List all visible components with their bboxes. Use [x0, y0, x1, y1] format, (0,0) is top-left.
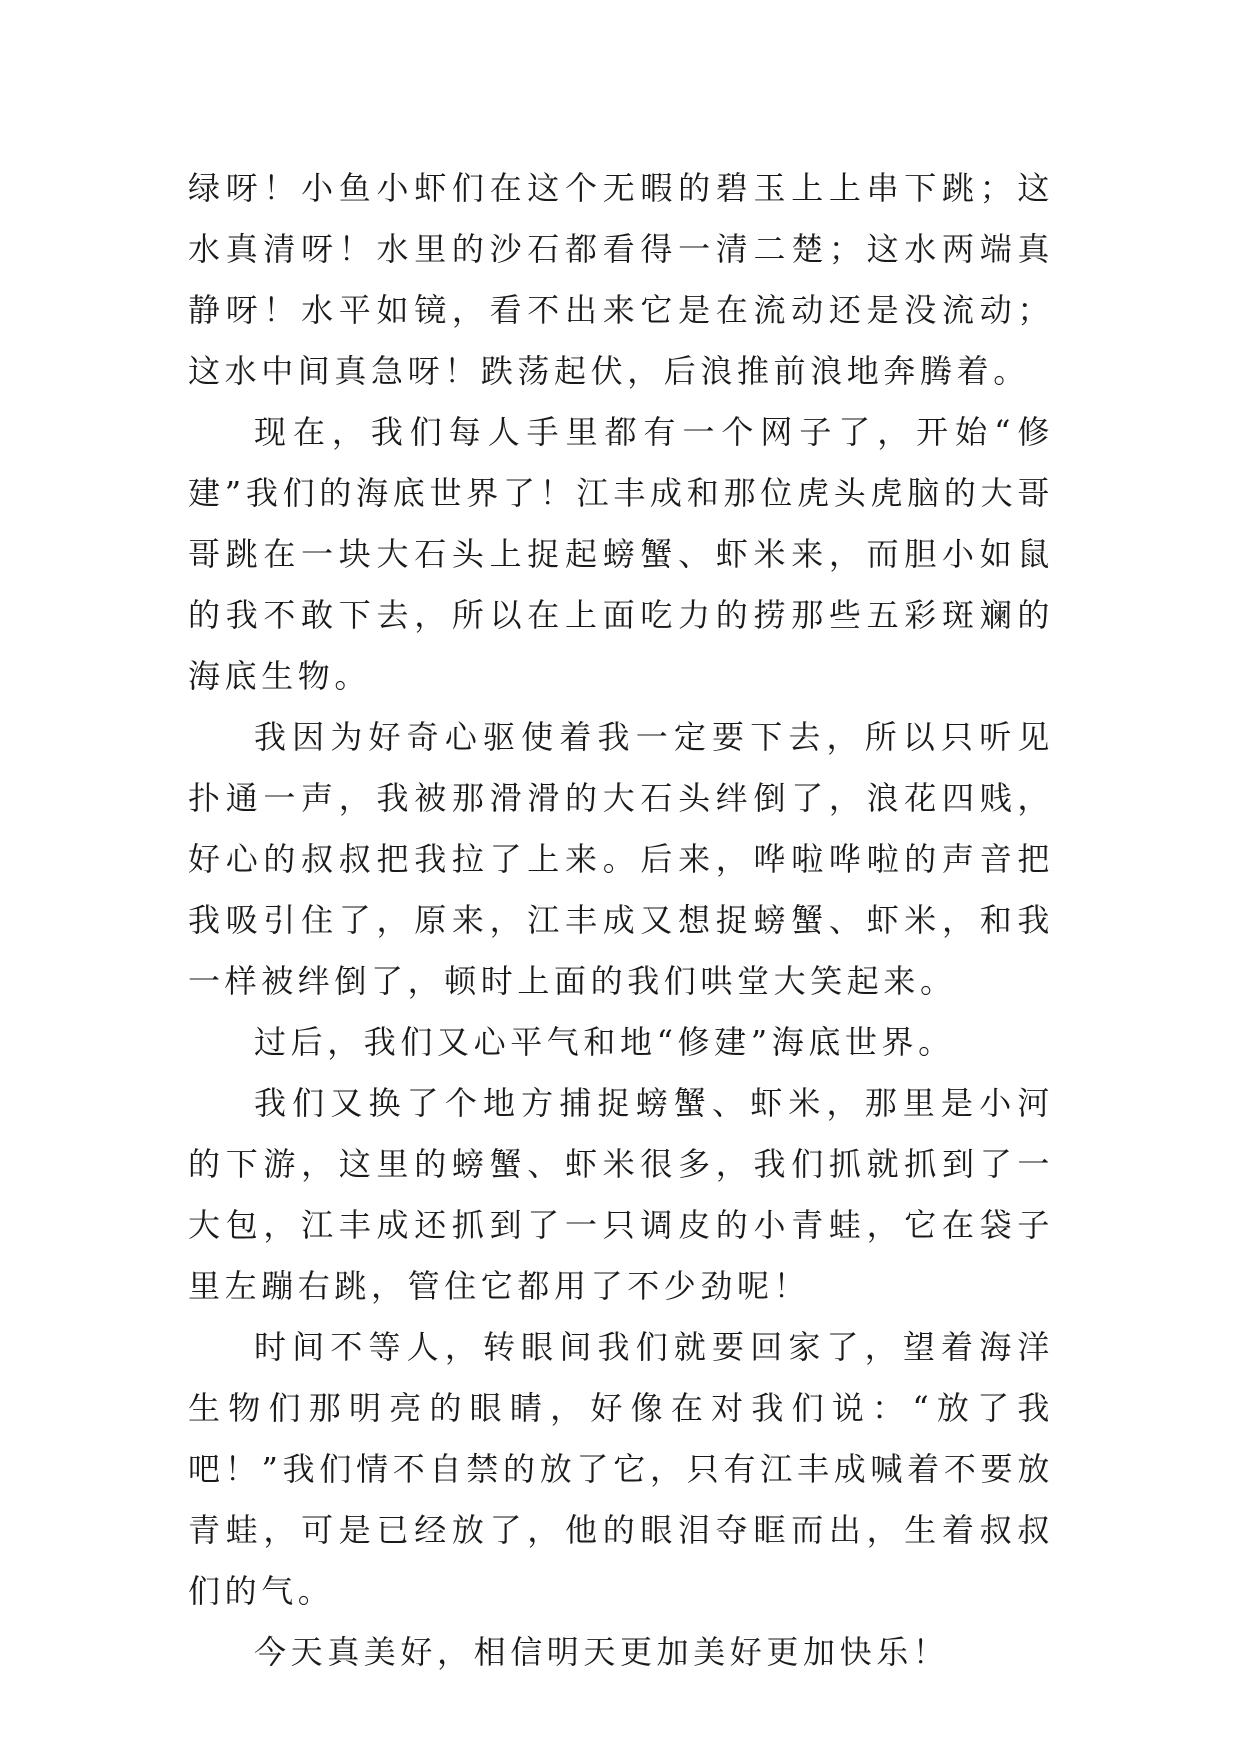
paragraph-3: 我因为好奇心驱使着我一定要下去，所以只听见扑通一声，我被那滑滑的大石头绊倒了，浪花四贱，好心的叔叔把我拉了上来。后来，哗啦哗啦的声音把我吸引住了，原来，江丰成又想捉螃蟹、虾米，和我一样被绊倒了，顿时上面的我们哄堂大笑起来。: [188, 718, 1054, 1000]
paragraph-2: 现在，我们每人手里都有一个网子了，开始“修建”我们的海底世界了！江丰成和那位虎头虎脑的大哥哥跳在一块大石头上捉起螃蟹、虾米来，而胆小如鼠的我不敢下去，所以在上面吃力的捞那些五彩斑斓的海底生物。: [188, 413, 1054, 695]
paragraph-6: 时间不等人，转眼间我们就要回家了，望着海洋生物们那明亮的眼睛，好像在对我们说：“放了我吧！”我们情不自禁的放了它，只有江丰成喊着不要放青蛙，可是已经放了，他的眼泪夺眶而出，生着叔叔们的气。: [188, 1328, 1054, 1610]
paragraph-5: 我们又换了个地方捕捉螃蟹、虾米，那里是小河的下游，这里的螃蟹、虾米很多，我们抓就抓到了一大包，江丰成还抓到了一只调皮的小青蛙，它在袋子里左蹦右跳，管住它都用了不少劲呢！: [188, 1084, 1054, 1305]
document-body: [188, 158, 1054, 1683]
paragraph-1: 绿呀！小鱼小虾们在这个无暇的碧玉上上串下跳；这水真清呀！水里的沙石都看得一清二楚；这水两端真静呀！水平如镜，看不出来它是在流动还是没流动；这水中间真急呀！跌荡起伏，后浪推前浪地奔腾着。: [188, 169, 1054, 390]
paragraph-4: 过后，我们又心平气和地“修建”海底世界。: [254, 1023, 955, 1061]
paragraph-7: 今天真美好，相信明天更加美好更加快乐！: [254, 1633, 950, 1671]
